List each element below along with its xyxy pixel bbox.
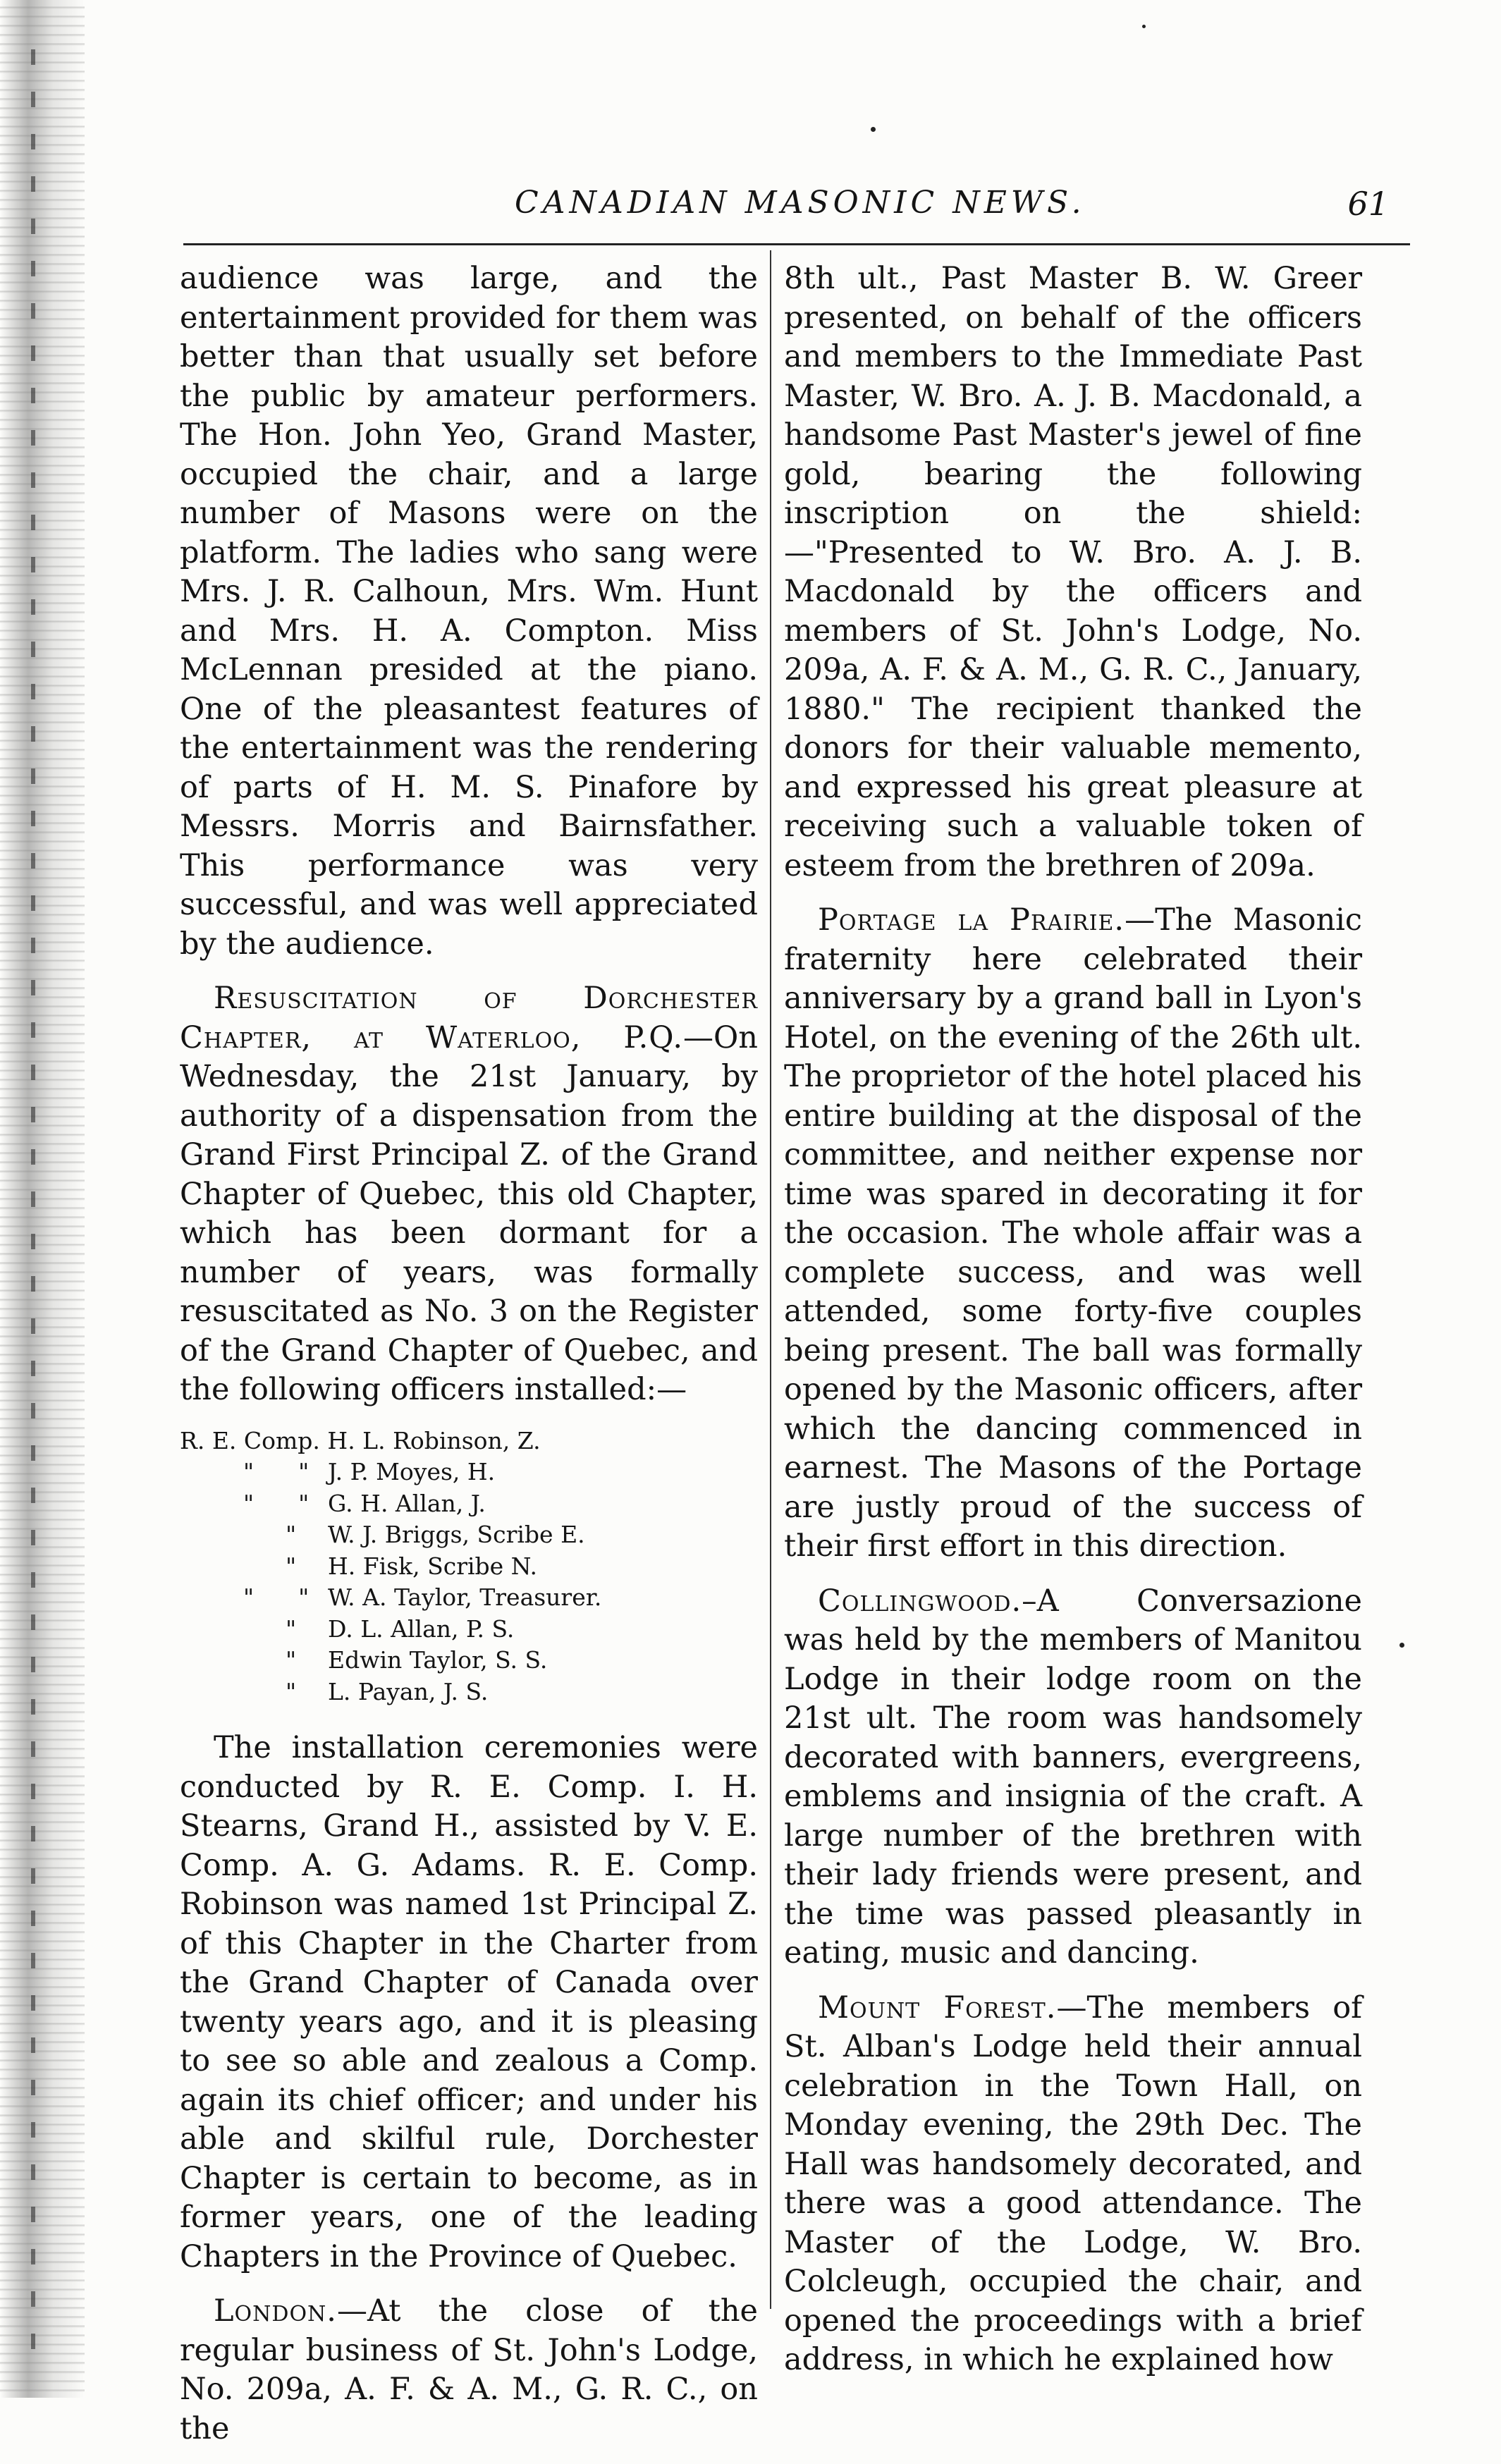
- paragraph-portage-body: —The Masonic fraternity here celebrated their anniversary by a grand ball in Lyon's Hotel, on the evening of the 26th ult. The proprietor of the hotel placed his entire building at the disposal of the committee, and neither expense nor time was spared in decorating it for the occasion. The whole affair was a complete success, and was well attended, some forty-five couples being present. The ball was formally opened by the Masonic officers, after which the dancing commenced in earnest. The Masons of the Portage are justly proud of the success of their first effort in this direction.: [784, 902, 1363, 1564]
- officer-name: W. A. Taylor, Treasurer.: [328, 1583, 602, 1611]
- print-speck: [1142, 25, 1146, 28]
- officer-prefix: " ": [243, 1458, 310, 1485]
- section-heading-dorchester: Resuscitation of Dorchester Chapter, at Waterloo, P.Q.: [180, 981, 758, 1055]
- officer-name: L. Payan, J. S.: [328, 1677, 489, 1705]
- officer-prefix: " ": [243, 1489, 310, 1517]
- header-rule: [183, 243, 1410, 245]
- paragraph-london-body: —At the close of the regular business of St. John's Lodge, No. 209a, A. F. & A. M., G. R. C., on the: [180, 2293, 758, 2446]
- officer-name: G. H. Allan, J.: [328, 1489, 486, 1517]
- paragraph-mount-forest: [784, 1989, 1362, 2380]
- book-binding-edge: [0, 0, 85, 2398]
- page-number: 61: [1347, 185, 1389, 223]
- officer-list-item: [180, 1457, 758, 1488]
- officer-name: H. Fisk, Scribe N.: [328, 1552, 537, 1580]
- officer-list-item: [180, 1488, 758, 1520]
- paragraph-london: [180, 2292, 758, 2448]
- officer-name: W. J. Briggs, Scribe E.: [328, 1521, 585, 1548]
- officer-list-item: [180, 1614, 758, 1645]
- officer-name: Edwin Taylor, S. S.: [328, 1646, 548, 1674]
- officer-name: H. L. Robinson, Z.: [327, 1426, 541, 1454]
- officer-prefix: " ": [243, 1583, 310, 1611]
- section-heading-mount-forest: Mount Forest.: [818, 1990, 1057, 2025]
- print-speck: [871, 127, 876, 132]
- paragraph-dorchester-body: —On Wednesday, the 21st January, by authority of a dispensation from the Grand First Principal Z. of the Grand Chapter of Quebec, this old Chapter, which has been dormant for a number of years, was formally resuscitated as No. 3 on the Register of the Grand Chapter of Quebec, and the following officers installed:—: [180, 1019, 758, 1407]
- paragraph-portage: [784, 901, 1362, 1567]
- left-column: [180, 259, 758, 2464]
- paragraph-collingwood: [784, 1582, 1362, 1973]
- paragraph-collingwood-body: –A Conversazione was held by the members of Manitou Lodge in their lodge room on the 21st ult. The room was handsomely decorated with banners, evergreens, emblems and insignia of the craft. A large number of the brethren with their lady friends were present, and the time was passed pleasantly in eating, music and dancing.: [784, 1583, 1362, 1970]
- column-divider: [770, 250, 771, 2309]
- officer-list-item: [180, 1519, 758, 1551]
- officer-list-item: [180, 1677, 758, 1708]
- section-heading-london: London.: [214, 2293, 337, 2329]
- paragraph-greer: 8th ult., Past Master B. W. Greer presented, on behalf of the officers and members to the Immediate Past Master, W. Bro. A. J. B. Macdonald, a handsome Past Master's jewel of fine gold, bearing the following inscription on the shield:—"Presented to W. Bro. A. J. B. Macdonald by the officers and members of St. John's Lodge, No. 209a, A. F. & A. M., G. R. C., January, 1880." The recipient thanked the donors for their valuable memento, and expressed his great pleasure at receiving such a valuable token of esteem from the brethren of 209a.: [784, 261, 1362, 883]
- page-header: [183, 185, 1410, 234]
- officer-list-item: [180, 1645, 758, 1677]
- running-title: CANADIAN MASONIC NEWS.: [515, 185, 1086, 221]
- section-heading-portage: Portage la Prairie.: [818, 902, 1125, 938]
- officer-list-item: [180, 1426, 758, 1457]
- officer-prefix: ": [286, 1521, 297, 1548]
- officer-prefix: R. E. Comp.: [180, 1426, 320, 1454]
- paragraph-mount-forest-body: —The members of St. Alban's Lodge held their annual celebration in the Town Hall, on Monday evening, the 29th Dec. The Hall was handsomely decorated, and there was a good attendance. The Master of the Lodge, W. Bro. Colcleugh, occupied the chair, and opened the proceedings with a brief address, in which he explained how: [784, 1990, 1362, 2377]
- paragraph-audience: audience was large, and the entertainment provided for them was better than that usually set before the public by amateur performers. The Hon. John Yeo, Grand Master, occupied the chair, and a large number of Masons were on the platform. The ladies who sang were Mrs. J. R. Calhoun, Mrs. Wm. Hunt and Mrs. H. A. Compton. Miss McLennan presided at the piano. One of the pleasantest features of the entertainment was the rendering of parts of H. M. S. Pinafore by Messrs. Morris and Bairnsfather. This performance was very successful, and was well appreciated by the audience.: [180, 261, 758, 962]
- paragraph-dorchester: [180, 979, 758, 1410]
- paragraph-installation: The installation ceremonies were conducted by R. E. Comp. I. H. Stearns, Grand H., assisted by V. E. Comp. A. G. Adams. R. E. Comp. Robinson was named 1st Principal Z. of this Chapter in the Charter from the Grand Chapter of Canada over twenty years ago, and it is pleasing to see so able and zealous a Comp. again its chief officer; and under his able and skilful rule, Dorchester Chapter is certain to become, as in former years, one of the leading Chapters in the Province of Quebec.: [180, 1730, 758, 2274]
- officer-prefix: ": [286, 1614, 297, 1643]
- right-column: [784, 259, 1362, 2396]
- officer-name: D. L. Allan, P. S.: [328, 1614, 515, 1643]
- officer-list-item: [180, 1551, 758, 1583]
- officer-prefix: ": [286, 1552, 297, 1580]
- officer-list-item: [180, 1582, 758, 1614]
- officer-prefix: ": [286, 1677, 297, 1705]
- officer-list: [180, 1426, 758, 1708]
- section-heading-collingwood: Collingwood.: [818, 1583, 1022, 1619]
- officer-prefix: ": [286, 1646, 297, 1674]
- officer-name: J. P. Moyes, H.: [328, 1458, 496, 1485]
- print-speck: [1399, 1643, 1404, 1648]
- binding-stitch-marks: [31, 49, 35, 2376]
